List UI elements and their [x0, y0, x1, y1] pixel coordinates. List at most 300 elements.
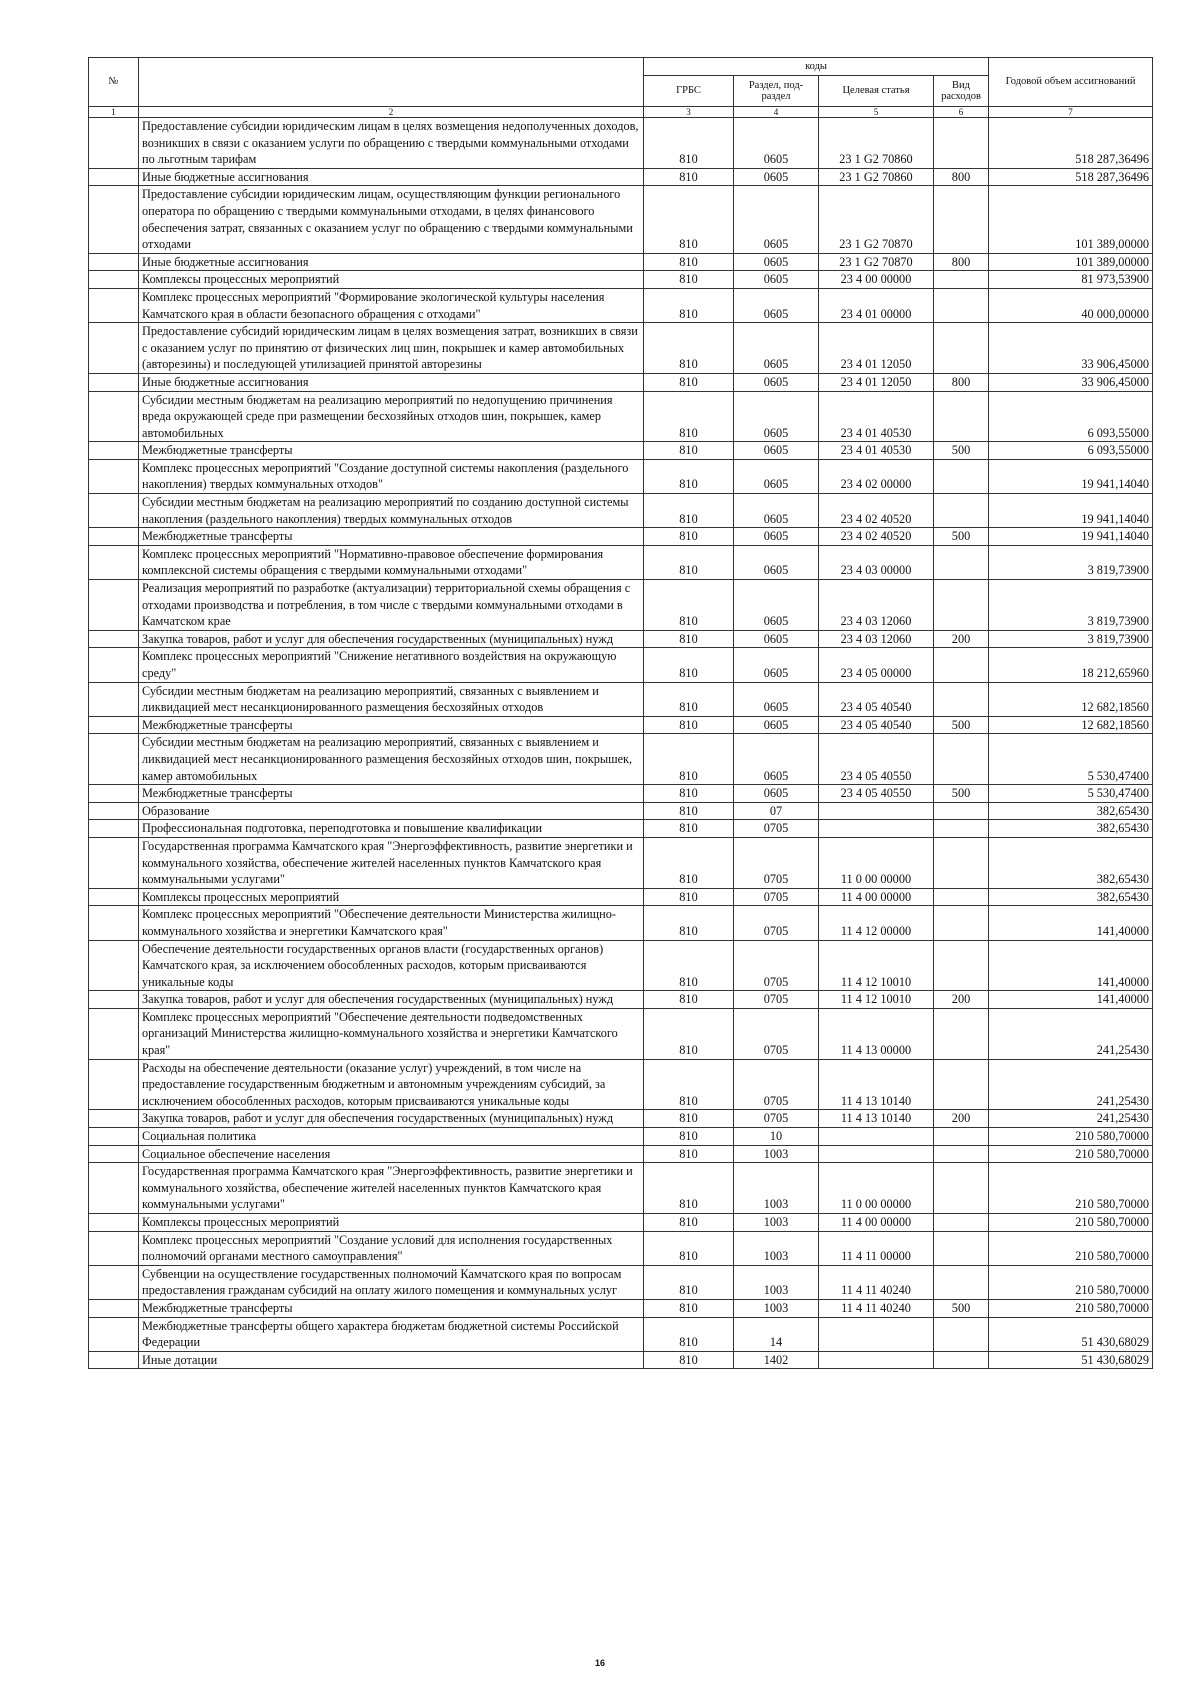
row-grbs: 810 [644, 118, 734, 169]
row-type: 800 [934, 373, 989, 391]
row-section: 0605 [734, 271, 819, 289]
row-target: 11 0 00 00000 [819, 837, 934, 888]
row-section: 0605 [734, 716, 819, 734]
row-grbs: 810 [644, 940, 734, 991]
table-row [89, 802, 1153, 820]
row-type: 500 [934, 528, 989, 546]
row-amount: 18 212,65960 [989, 648, 1153, 682]
row-target: 11 4 00 00000 [819, 1214, 934, 1232]
row-grbs: 810 [644, 630, 734, 648]
row-number-cell [89, 545, 139, 579]
col-number-6: 6 [934, 107, 989, 118]
row-name: Межбюджетные трансферты [139, 785, 644, 803]
row-number-cell [89, 459, 139, 493]
row-number-cell [89, 118, 139, 169]
header-codes: коды [644, 58, 989, 76]
table-row [89, 168, 1153, 186]
table-row [89, 1059, 1153, 1110]
row-target: 23 4 02 00000 [819, 459, 934, 493]
header-target: Целевая статья [819, 76, 934, 107]
table-row [89, 323, 1153, 374]
row-section: 10 [734, 1128, 819, 1146]
row-target: 23 4 01 40530 [819, 442, 934, 460]
row-name: Комплекс процессных мероприятий "Нормативно-правовое обеспечение формирования комплексной системы обращения с твердыми коммунальными отходами" [139, 545, 644, 579]
row-name: Предоставление субсидии юридическим лицам, осуществляющим функции регионального оператора по обращению с твердыми коммунальными отходами, в целях финансового обеспечения затрат, связанных с оказанием услуг по обращению с твердыми коммунальными отходами [139, 186, 644, 253]
row-amount: 19 941,14040 [989, 528, 1153, 546]
row-name: Социальная политика [139, 1128, 644, 1146]
header-section: Раздел, под-раздел [734, 76, 819, 107]
table-row [89, 785, 1153, 803]
row-name: Межбюджетные трансферты [139, 528, 644, 546]
row-target: 11 4 12 10010 [819, 991, 934, 1009]
table-row [89, 630, 1153, 648]
row-grbs: 810 [644, 1299, 734, 1317]
table-row [89, 1163, 1153, 1214]
row-section: 0605 [734, 734, 819, 785]
table-row [89, 1214, 1153, 1232]
header-name [139, 58, 644, 107]
row-target: 23 4 01 12050 [819, 373, 934, 391]
row-target: 11 4 12 00000 [819, 906, 934, 940]
row-grbs: 810 [644, 528, 734, 546]
col-number-4: 4 [734, 107, 819, 118]
row-name: Комплекс процессных мероприятий "Обеспечение деятельности Министерства жилищно-коммунального хозяйства и энергетики Камчатского края" [139, 906, 644, 940]
row-number-cell [89, 1163, 139, 1214]
row-type: 800 [934, 168, 989, 186]
row-type [934, 580, 989, 631]
row-type [934, 494, 989, 528]
row-section: 0705 [734, 837, 819, 888]
row-amount: 81 973,53900 [989, 271, 1153, 289]
row-grbs: 810 [644, 1265, 734, 1299]
table-row [89, 837, 1153, 888]
row-grbs: 810 [644, 494, 734, 528]
row-type [934, 1145, 989, 1163]
row-grbs: 810 [644, 716, 734, 734]
table-row [89, 991, 1153, 1009]
row-section: 0605 [734, 648, 819, 682]
table-row [89, 734, 1153, 785]
row-name: Межбюджетные трансферты [139, 442, 644, 460]
row-grbs: 810 [644, 1317, 734, 1351]
row-name: Обеспечение деятельности государственных органов власти (государственных органов) Камчатского края, за исключением обособленных расходов, которым присваиваются уникальные коды [139, 940, 644, 991]
row-section: 1003 [734, 1214, 819, 1232]
row-target: 23 1 G2 70870 [819, 253, 934, 271]
row-amount: 5 530,47400 [989, 785, 1153, 803]
row-number-cell [89, 820, 139, 838]
row-target: 23 4 01 00000 [819, 288, 934, 322]
table-row [89, 1265, 1153, 1299]
row-target: 11 4 12 10010 [819, 940, 934, 991]
table-row [89, 1351, 1153, 1369]
row-amount: 382,65430 [989, 888, 1153, 906]
row-grbs: 810 [644, 906, 734, 940]
row-number-cell [89, 837, 139, 888]
row-name: Образование [139, 802, 644, 820]
row-name: Расходы на обеспечение деятельности (оказание услуг) учреждений, в том числе на предоставление государственным бюджетным и автономным учреждениям субсидий, за исключением обособленных расходов, которым присваиваются уникальные коды [139, 1059, 644, 1110]
row-number-cell [89, 1128, 139, 1146]
row-number-cell [89, 168, 139, 186]
row-grbs: 810 [644, 288, 734, 322]
row-grbs: 810 [644, 253, 734, 271]
col-number-7: 7 [989, 107, 1153, 118]
row-number-cell [89, 391, 139, 442]
row-amount: 141,40000 [989, 991, 1153, 1009]
row-target: 11 0 00 00000 [819, 1163, 934, 1214]
table-row [89, 1317, 1153, 1351]
row-amount: 12 682,18560 [989, 682, 1153, 716]
row-number-cell [89, 323, 139, 374]
row-number-cell [89, 271, 139, 289]
table-body [89, 118, 1153, 1369]
row-name: Комплекс процессных мероприятий "Создание условий для исполнения государственных полномочий органами местного самоуправления" [139, 1231, 644, 1265]
row-grbs: 810 [644, 271, 734, 289]
row-type [934, 1128, 989, 1146]
col-number-3: 3 [644, 107, 734, 118]
row-section: 0605 [734, 459, 819, 493]
row-amount: 210 580,70000 [989, 1145, 1153, 1163]
row-target: 11 4 13 10140 [819, 1110, 934, 1128]
table-row [89, 288, 1153, 322]
row-name: Субсидии местным бюджетам на реализацию мероприятий по недопущению причинения вреда окружающей среде при размещении бесхозяйных отходов шин, покрышек, камер автомобильных [139, 391, 644, 442]
row-target: 11 4 11 40240 [819, 1265, 934, 1299]
row-name: Профессиональная подготовка, переподготовка и повышение квалификации [139, 820, 644, 838]
row-number-cell [89, 682, 139, 716]
row-number-cell [89, 442, 139, 460]
row-target: 23 4 01 12050 [819, 323, 934, 374]
row-number-cell [89, 1265, 139, 1299]
table-row [89, 940, 1153, 991]
row-type [934, 391, 989, 442]
row-amount: 210 580,70000 [989, 1299, 1153, 1317]
row-section: 0705 [734, 1008, 819, 1059]
row-type [934, 323, 989, 374]
row-name: Субвенции на осуществление государственных полномочий Камчатского края по вопросам предоставления гражданам субсидий на оплату жилого помещения и коммунальных услуг [139, 1265, 644, 1299]
row-number-cell [89, 1110, 139, 1128]
table-row [89, 906, 1153, 940]
row-target: 23 4 03 00000 [819, 545, 934, 579]
row-target: 23 4 01 40530 [819, 391, 934, 442]
row-name: Закупка товаров, работ и услуг для обеспечения государственных (муниципальных) нужд [139, 991, 644, 1009]
row-section: 0705 [734, 991, 819, 1009]
row-section: 0705 [734, 888, 819, 906]
row-amount: 210 580,70000 [989, 1265, 1153, 1299]
row-name: Предоставление субсидии юридическим лицам в целях возмещения недополученных доходов, возникших в связи с оказанием услуги по обращению с твердыми коммунальными отходами по льготным тарифам [139, 118, 644, 169]
row-section: 0705 [734, 906, 819, 940]
row-name: Межбюджетные трансферты [139, 1299, 644, 1317]
row-grbs: 810 [644, 734, 734, 785]
row-type: 800 [934, 253, 989, 271]
row-amount: 382,65430 [989, 837, 1153, 888]
table-row [89, 820, 1153, 838]
row-name: Субсидии местным бюджетам на реализацию мероприятий, связанных с выявлением и ликвидацией мест несанкционированного размещения бесхозяйных отходов [139, 682, 644, 716]
row-number-cell [89, 734, 139, 785]
row-number-cell [89, 991, 139, 1009]
row-grbs: 810 [644, 1110, 734, 1128]
row-name: Комплексы процессных мероприятий [139, 1214, 644, 1232]
row-number-cell [89, 253, 139, 271]
row-target: 11 4 00 00000 [819, 888, 934, 906]
row-target: 23 4 00 00000 [819, 271, 934, 289]
row-type: 200 [934, 1110, 989, 1128]
row-grbs: 810 [644, 1145, 734, 1163]
row-section: 0605 [734, 528, 819, 546]
header-grbs: ГРБС [644, 76, 734, 107]
table-row [89, 1008, 1153, 1059]
row-name: Комплексы процессных мероприятий [139, 271, 644, 289]
row-number-cell [89, 373, 139, 391]
row-type [934, 1214, 989, 1232]
row-type [934, 820, 989, 838]
row-target [819, 1351, 934, 1369]
row-type [934, 459, 989, 493]
row-amount: 12 682,18560 [989, 716, 1153, 734]
row-section: 0605 [734, 118, 819, 169]
table-row [89, 1231, 1153, 1265]
table-row [89, 253, 1153, 271]
table-row [89, 373, 1153, 391]
row-section: 1003 [734, 1299, 819, 1317]
row-type [934, 888, 989, 906]
row-target: 23 4 05 40550 [819, 734, 934, 785]
row-grbs: 810 [644, 442, 734, 460]
row-amount: 241,25430 [989, 1008, 1153, 1059]
row-target: 23 4 05 40550 [819, 785, 934, 803]
row-type [934, 906, 989, 940]
row-section: 0605 [734, 373, 819, 391]
row-grbs: 810 [644, 802, 734, 820]
row-grbs: 810 [644, 682, 734, 716]
row-number-cell [89, 906, 139, 940]
row-target: 23 1 G2 70870 [819, 186, 934, 253]
row-amount: 3 819,73900 [989, 545, 1153, 579]
row-amount: 518 287,36496 [989, 118, 1153, 169]
row-number-cell [89, 1145, 139, 1163]
row-number-cell [89, 1214, 139, 1232]
row-type [934, 1059, 989, 1110]
row-section: 0605 [734, 630, 819, 648]
row-name: Иные бюджетные ассигнования [139, 168, 644, 186]
row-amount: 210 580,70000 [989, 1163, 1153, 1214]
row-target: 23 4 03 12060 [819, 630, 934, 648]
row-amount: 382,65430 [989, 820, 1153, 838]
row-amount: 6 093,55000 [989, 442, 1153, 460]
row-section: 0705 [734, 1110, 819, 1128]
row-grbs: 810 [644, 648, 734, 682]
row-grbs: 810 [644, 545, 734, 579]
budget-sheet [88, 57, 1152, 1369]
row-number-cell [89, 630, 139, 648]
row-target: 11 4 13 10140 [819, 1059, 934, 1110]
table-row [89, 1299, 1153, 1317]
row-type [934, 940, 989, 991]
table-row [89, 391, 1153, 442]
row-section: 14 [734, 1317, 819, 1351]
row-type [934, 734, 989, 785]
row-type [934, 648, 989, 682]
row-type [934, 1163, 989, 1214]
row-section: 1003 [734, 1265, 819, 1299]
row-amount: 141,40000 [989, 906, 1153, 940]
row-type: 500 [934, 442, 989, 460]
row-target: 23 1 G2 70860 [819, 168, 934, 186]
row-amount: 518 287,36496 [989, 168, 1153, 186]
row-section: 0605 [734, 442, 819, 460]
row-type: 500 [934, 785, 989, 803]
col-number-5: 5 [819, 107, 934, 118]
row-section: 0605 [734, 186, 819, 253]
row-target [819, 1145, 934, 1163]
row-name: Иные дотации [139, 1351, 644, 1369]
table-row [89, 186, 1153, 253]
row-name: Межбюджетные трансферты общего характера бюджетам бюджетной системы Российской Федерации [139, 1317, 644, 1351]
row-amount: 19 941,14040 [989, 494, 1153, 528]
row-section: 0705 [734, 1059, 819, 1110]
row-name: Субсидии местным бюджетам на реализацию мероприятий по созданию доступной системы накопления (раздельного накопления) твердых коммунальных отходов [139, 494, 644, 528]
table-row [89, 682, 1153, 716]
row-target [819, 820, 934, 838]
row-grbs: 810 [644, 186, 734, 253]
row-target [819, 802, 934, 820]
row-number-cell [89, 802, 139, 820]
row-type: 200 [934, 991, 989, 1009]
row-name: Иные бюджетные ассигнования [139, 373, 644, 391]
row-grbs: 810 [644, 1163, 734, 1214]
row-grbs: 810 [644, 459, 734, 493]
row-section: 1003 [734, 1163, 819, 1214]
table-row [89, 1110, 1153, 1128]
row-grbs: 810 [644, 888, 734, 906]
row-amount: 3 819,73900 [989, 630, 1153, 648]
row-type [934, 118, 989, 169]
table-row [89, 888, 1153, 906]
table-row [89, 648, 1153, 682]
row-grbs: 810 [644, 1351, 734, 1369]
row-type [934, 802, 989, 820]
row-grbs: 810 [644, 991, 734, 1009]
row-grbs: 810 [644, 820, 734, 838]
row-amount: 141,40000 [989, 940, 1153, 991]
row-grbs: 810 [644, 1214, 734, 1232]
row-amount: 51 430,68029 [989, 1351, 1153, 1369]
row-number-cell [89, 940, 139, 991]
row-number-cell [89, 1351, 139, 1369]
row-section: 1003 [734, 1231, 819, 1265]
header-volume: Годовой объем ассигнований [989, 58, 1153, 107]
row-number-cell [89, 1059, 139, 1110]
row-type [934, 1231, 989, 1265]
row-name: Предоставление субсидий юридическим лицам в целях возмещения затрат, возникших в связи с оказанием услуг по принятию от физических лиц шин, покрышек и камер автомобильных (авторезины) и последующей утилизацией принятой авторезины [139, 323, 644, 374]
row-amount: 210 580,70000 [989, 1128, 1153, 1146]
col-number-2: 2 [139, 107, 644, 118]
table-row [89, 545, 1153, 579]
row-target: 11 4 13 00000 [819, 1008, 934, 1059]
row-number-cell [89, 785, 139, 803]
row-type [934, 1317, 989, 1351]
row-number-cell [89, 288, 139, 322]
row-grbs: 810 [644, 168, 734, 186]
row-number-cell [89, 494, 139, 528]
row-grbs: 810 [644, 391, 734, 442]
row-type [934, 186, 989, 253]
row-section: 0605 [734, 494, 819, 528]
col-number-1: 1 [89, 107, 139, 118]
row-name: Государственная программа Камчатского края "Энергоэффективность, развитие энергетики и коммунального хозяйства, обеспечение жителей населенных пунктов Камчатского края коммунальными услугами" [139, 837, 644, 888]
row-number-cell [89, 888, 139, 906]
row-section: 0605 [734, 253, 819, 271]
table-row [89, 459, 1153, 493]
row-target: 23 4 05 00000 [819, 648, 934, 682]
row-type [934, 682, 989, 716]
row-amount: 241,25430 [989, 1110, 1153, 1128]
page-number: 16 [594, 1658, 605, 1668]
table-row [89, 528, 1153, 546]
row-target [819, 1317, 934, 1351]
row-type [934, 271, 989, 289]
row-name: Комплекс процессных мероприятий "Формирование экологической культуры населения Камчатского края в области безопасного обращения с отходами" [139, 288, 644, 322]
table-row [89, 442, 1153, 460]
row-name: Субсидии местным бюджетам на реализацию мероприятий, связанных с выявлением и ликвидацией мест несанкционированного размещения бесхозяйных отходов шин, покрышек, камер автомобильных [139, 734, 644, 785]
row-target [819, 1128, 934, 1146]
table-row [89, 494, 1153, 528]
row-amount: 33 906,45000 [989, 373, 1153, 391]
table-row [89, 1128, 1153, 1146]
row-amount: 40 000,00000 [989, 288, 1153, 322]
row-amount: 101 389,00000 [989, 253, 1153, 271]
row-target: 23 4 02 40520 [819, 528, 934, 546]
header-num: № [89, 58, 139, 107]
row-number-cell [89, 1299, 139, 1317]
row-grbs: 810 [644, 1008, 734, 1059]
row-type: 500 [934, 1299, 989, 1317]
row-amount: 382,65430 [989, 802, 1153, 820]
row-number-cell [89, 1317, 139, 1351]
row-amount: 19 941,14040 [989, 459, 1153, 493]
row-section: 0605 [734, 288, 819, 322]
row-name: Комплекс процессных мероприятий "Снижение негативного воздействия на окружающую среду" [139, 648, 644, 682]
row-target: 23 4 05 40540 [819, 682, 934, 716]
row-type: 200 [934, 630, 989, 648]
row-name: Комплексы процессных мероприятий [139, 888, 644, 906]
row-grbs: 810 [644, 323, 734, 374]
header-type: Вид расходов [934, 76, 989, 107]
row-name: Иные бюджетные ассигнования [139, 253, 644, 271]
row-amount: 51 430,68029 [989, 1317, 1153, 1351]
row-grbs: 810 [644, 837, 734, 888]
row-section: 1402 [734, 1351, 819, 1369]
row-grbs: 810 [644, 785, 734, 803]
row-type [934, 837, 989, 888]
row-grbs: 810 [644, 1059, 734, 1110]
row-type [934, 1008, 989, 1059]
row-name: Межбюджетные трансферты [139, 716, 644, 734]
row-number-cell [89, 648, 139, 682]
row-name: Закупка товаров, работ и услуг для обеспечения государственных (муниципальных) нужд [139, 1110, 644, 1128]
row-number-cell [89, 1231, 139, 1265]
row-type [934, 545, 989, 579]
table-row [89, 716, 1153, 734]
row-section: 0605 [734, 545, 819, 579]
row-type [934, 288, 989, 322]
row-target: 23 1 G2 70860 [819, 118, 934, 169]
table-row [89, 580, 1153, 631]
row-section: 0605 [734, 682, 819, 716]
row-name: Социальное обеспечение населения [139, 1145, 644, 1163]
row-name: Комплекс процессных мероприятий "Обеспечение деятельности подведомственных организаций Министерства жилищно-коммунального хозяйства и энергетики Камчатского края" [139, 1008, 644, 1059]
row-type [934, 1351, 989, 1369]
row-section: 0705 [734, 820, 819, 838]
row-amount: 101 389,00000 [989, 186, 1153, 253]
